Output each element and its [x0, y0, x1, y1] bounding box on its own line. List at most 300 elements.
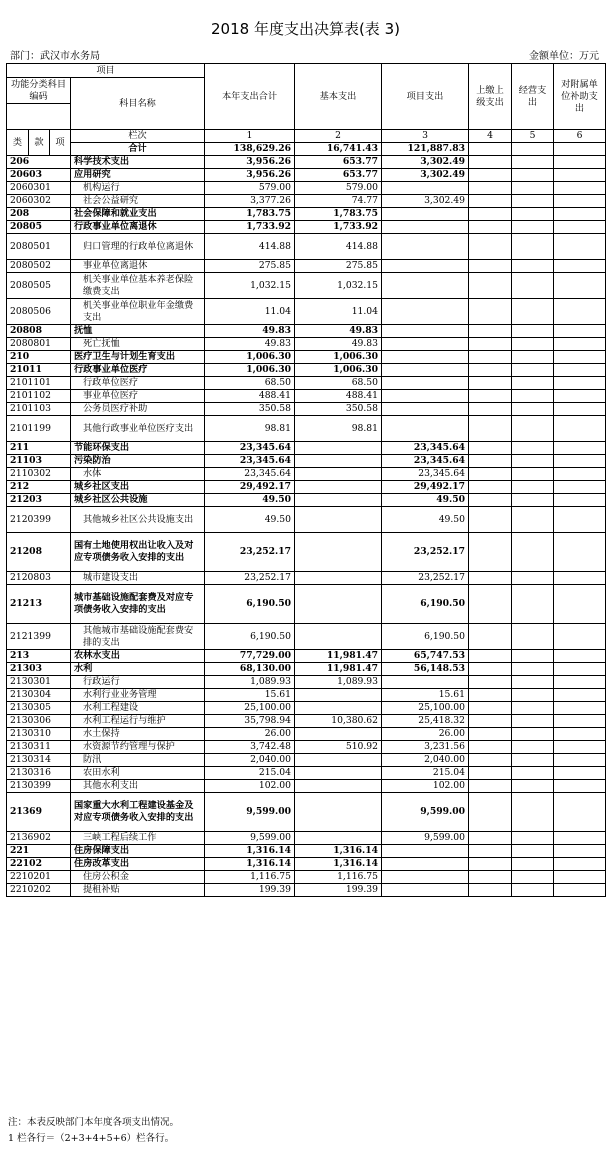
row-c6	[554, 715, 606, 728]
table-row	[7, 689, 606, 702]
row-code: 2060301	[7, 182, 71, 195]
row-c5	[512, 221, 554, 234]
row-name: 住房公积金	[71, 871, 205, 884]
row-name: 城市建设支出	[71, 572, 205, 585]
row-name: 国家重大水利工程建设基金及对应专项债务收入安排的支出	[71, 793, 205, 832]
row-basic: 1,032.15	[295, 273, 382, 299]
row-name: 住房改革支出	[71, 858, 205, 871]
row-c5	[512, 585, 554, 624]
row-project: 23,345.64	[382, 442, 469, 455]
row-c4	[469, 195, 512, 208]
row-name: 水体	[71, 468, 205, 481]
row-total: 3,956.26	[205, 156, 295, 169]
row-c6	[554, 169, 606, 182]
row-c6	[554, 663, 606, 676]
row-total: 102.00	[205, 780, 295, 793]
row-basic	[295, 702, 382, 715]
row-total: 579.00	[205, 182, 295, 195]
row-name: 科学技术支出	[71, 156, 205, 169]
table-row	[7, 377, 606, 390]
col-num-3: 3	[382, 130, 469, 143]
row-c5	[512, 689, 554, 702]
row-c5	[512, 871, 554, 884]
row-code: 21208	[7, 533, 71, 572]
row-code: 2130311	[7, 741, 71, 754]
row-code: 2130310	[7, 728, 71, 741]
row-total: 414.88	[205, 234, 295, 260]
header-lanci: 栏次	[71, 130, 205, 143]
row-c5	[512, 884, 554, 897]
row-total: 11.04	[205, 299, 295, 325]
row-name: 水资源节约管理与保护	[71, 741, 205, 754]
row-name: 水利行业业务管理	[71, 689, 205, 702]
row-project	[382, 325, 469, 338]
row-project	[382, 182, 469, 195]
row-basic: 1,783.75	[295, 208, 382, 221]
row-code: 21203	[7, 494, 71, 507]
row-code: 2130316	[7, 767, 71, 780]
row-name: 行政事业单位离退休	[71, 221, 205, 234]
row-total: 199.39	[205, 884, 295, 897]
row-c6	[554, 884, 606, 897]
row-code: 2130314	[7, 754, 71, 767]
row-c5	[512, 169, 554, 182]
table-row	[7, 208, 606, 221]
row-basic: 74.77	[295, 195, 382, 208]
row-total: 2,040.00	[205, 754, 295, 767]
row-c5	[512, 442, 554, 455]
row-name: 三峡工程后续工作	[71, 832, 205, 845]
row-basic: 1,006.30	[295, 351, 382, 364]
row-name: 城乡社区支出	[71, 481, 205, 494]
row-project: 25,100.00	[382, 702, 469, 715]
row-project	[382, 845, 469, 858]
table-row	[7, 572, 606, 585]
row-basic	[295, 468, 382, 481]
row-c4	[469, 416, 512, 442]
row-total: 26.00	[205, 728, 295, 741]
row-basic	[295, 507, 382, 533]
row-code: 20805	[7, 221, 71, 234]
row-project	[382, 273, 469, 299]
header-lei: 类	[7, 130, 29, 156]
row-total: 3,377.26	[205, 195, 295, 208]
row-c5	[512, 416, 554, 442]
row-name: 农田水利	[71, 767, 205, 780]
row-project	[382, 364, 469, 377]
row-name: 机关事业单位基本养老保险缴费支出	[71, 273, 205, 299]
table-row	[7, 481, 606, 494]
row-c4	[469, 494, 512, 507]
col-num-5: 5	[512, 130, 554, 143]
row-project: 29,492.17	[382, 481, 469, 494]
row-basic	[295, 689, 382, 702]
table-row	[7, 364, 606, 377]
table-row	[7, 728, 606, 741]
row-total: 275.85	[205, 260, 295, 273]
table-row	[7, 650, 606, 663]
row-basic: 10,380.62	[295, 715, 382, 728]
row-c4	[469, 403, 512, 416]
header-col2: 基本支出	[295, 64, 382, 130]
row-project	[382, 858, 469, 871]
table-row	[7, 741, 606, 754]
row-total: 1,006.30	[205, 364, 295, 377]
row-basic: 11.04	[295, 299, 382, 325]
row-name: 行政单位医疗	[71, 377, 205, 390]
expenditure-table	[6, 63, 606, 897]
row-c5	[512, 754, 554, 767]
row-code: 2210202	[7, 884, 71, 897]
row-project	[382, 221, 469, 234]
row-name: 死亡抚恤	[71, 338, 205, 351]
row-total: 68,130.00	[205, 663, 295, 676]
row-c6	[554, 364, 606, 377]
row-c6	[554, 858, 606, 871]
header-item: 项目	[7, 64, 205, 78]
row-c5	[512, 715, 554, 728]
total-c6	[554, 143, 606, 156]
row-c4	[469, 377, 512, 390]
row-project	[382, 884, 469, 897]
table-row	[7, 663, 606, 676]
row-name: 行政运行	[71, 676, 205, 689]
row-c5	[512, 858, 554, 871]
row-project	[382, 377, 469, 390]
row-c5	[512, 455, 554, 468]
row-c4	[469, 624, 512, 650]
row-c4	[469, 663, 512, 676]
table-row	[7, 624, 606, 650]
row-total: 1,006.30	[205, 351, 295, 364]
table-row	[7, 676, 606, 689]
total-label: 合计	[71, 143, 205, 156]
row-c5	[512, 377, 554, 390]
row-name: 其他城市基础设施配套费安排的支出	[71, 624, 205, 650]
row-c4	[469, 325, 512, 338]
row-c6	[554, 468, 606, 481]
row-c4	[469, 754, 512, 767]
row-basic: 1,733.92	[295, 221, 382, 234]
row-c5	[512, 533, 554, 572]
row-c4	[469, 767, 512, 780]
row-project: 23,252.17	[382, 572, 469, 585]
table-row	[7, 390, 606, 403]
table-row	[7, 832, 606, 845]
row-project	[382, 260, 469, 273]
row-project: 102.00	[382, 780, 469, 793]
row-c4	[469, 585, 512, 624]
row-c5	[512, 364, 554, 377]
row-name: 其他城乡社区公共设施支出	[71, 507, 205, 533]
row-project: 23,345.64	[382, 455, 469, 468]
row-project	[382, 351, 469, 364]
row-code: 2121399	[7, 624, 71, 650]
row-c4	[469, 507, 512, 533]
row-name: 机关事业单位职业年金缴费支出	[71, 299, 205, 325]
row-name: 归口管理的行政单位离退休	[71, 234, 205, 260]
department-label: 部门：武汉市水务局	[10, 51, 100, 62]
table-row	[7, 845, 606, 858]
row-c4	[469, 481, 512, 494]
table-row	[7, 767, 606, 780]
header-code-label: 功能分类科目编码	[7, 78, 71, 104]
row-code: 212	[7, 481, 71, 494]
row-name: 抚恤	[71, 325, 205, 338]
col-num-6: 6	[554, 130, 606, 143]
row-c5	[512, 780, 554, 793]
row-total: 98.81	[205, 416, 295, 442]
table-row	[7, 195, 606, 208]
row-code: 2110302	[7, 468, 71, 481]
row-total: 6,190.50	[205, 585, 295, 624]
row-basic	[295, 494, 382, 507]
row-total: 68.50	[205, 377, 295, 390]
row-total: 1,733.92	[205, 221, 295, 234]
row-name: 污染防治	[71, 455, 205, 468]
row-project: 26.00	[382, 728, 469, 741]
row-code: 2101102	[7, 390, 71, 403]
row-c4	[469, 182, 512, 195]
row-code: 21011	[7, 364, 71, 377]
row-name: 社会保障和就业支出	[71, 208, 205, 221]
row-c6	[554, 260, 606, 273]
row-c4	[469, 728, 512, 741]
row-c5	[512, 260, 554, 273]
row-total: 9,599.00	[205, 793, 295, 832]
row-c4	[469, 884, 512, 897]
row-name: 水利工程建设	[71, 702, 205, 715]
row-project: 9,599.00	[382, 793, 469, 832]
table-row	[7, 715, 606, 728]
row-total: 23,252.17	[205, 533, 295, 572]
row-total: 1,316.14	[205, 858, 295, 871]
table-row	[7, 221, 606, 234]
row-name: 住房保障支出	[71, 845, 205, 858]
row-c5	[512, 468, 554, 481]
row-code: 206	[7, 156, 71, 169]
row-name: 水土保持	[71, 728, 205, 741]
row-c6	[554, 650, 606, 663]
row-code: 213	[7, 650, 71, 663]
row-code: 2080505	[7, 273, 71, 299]
row-basic: 579.00	[295, 182, 382, 195]
row-c4	[469, 715, 512, 728]
row-c4	[469, 780, 512, 793]
row-c6	[554, 234, 606, 260]
table-row	[7, 403, 606, 416]
row-c5	[512, 793, 554, 832]
row-basic	[295, 455, 382, 468]
row-c6	[554, 403, 606, 416]
row-c4	[469, 221, 512, 234]
row-code: 2210201	[7, 871, 71, 884]
row-c5	[512, 195, 554, 208]
row-name: 机构运行	[71, 182, 205, 195]
header-col3: 项目支出	[382, 64, 469, 130]
note-2: 1 栏各行＝（2+3+4+5+6）栏各行。	[8, 1133, 175, 1144]
row-basic: 68.50	[295, 377, 382, 390]
row-c4	[469, 858, 512, 871]
row-c5	[512, 572, 554, 585]
col-num-2: 2	[295, 130, 382, 143]
row-name: 医疗卫生与计划生育支出	[71, 351, 205, 364]
table-row	[7, 871, 606, 884]
row-code: 2130305	[7, 702, 71, 715]
header-name-label: 科目名称	[71, 78, 205, 130]
row-c6	[554, 494, 606, 507]
row-c6	[554, 507, 606, 533]
row-c5	[512, 182, 554, 195]
row-project: 23,252.17	[382, 533, 469, 572]
row-c6	[554, 325, 606, 338]
row-c6	[554, 702, 606, 715]
row-c4	[469, 832, 512, 845]
row-c6	[554, 338, 606, 351]
row-code: 2130306	[7, 715, 71, 728]
row-c4	[469, 351, 512, 364]
table-row	[7, 234, 606, 260]
row-basic: 199.39	[295, 884, 382, 897]
table-row	[7, 884, 606, 897]
row-name: 城乡社区公共设施	[71, 494, 205, 507]
row-code: 21213	[7, 585, 71, 624]
row-total: 488.41	[205, 390, 295, 403]
row-c6	[554, 221, 606, 234]
row-c4	[469, 169, 512, 182]
row-project: 3,302.49	[382, 156, 469, 169]
table-row	[7, 494, 606, 507]
row-c6	[554, 767, 606, 780]
row-name: 水利	[71, 663, 205, 676]
row-basic	[295, 767, 382, 780]
row-basic: 1,316.14	[295, 845, 382, 858]
row-basic: 1,116.75	[295, 871, 382, 884]
row-code: 2120399	[7, 507, 71, 533]
row-c4	[469, 702, 512, 715]
row-code: 20603	[7, 169, 71, 182]
row-project: 65,747.53	[382, 650, 469, 663]
row-basic	[295, 533, 382, 572]
row-c5	[512, 845, 554, 858]
row-total: 23,345.64	[205, 455, 295, 468]
row-name: 其他水利支出	[71, 780, 205, 793]
col-num-4: 4	[469, 130, 512, 143]
row-c6	[554, 481, 606, 494]
row-project	[382, 390, 469, 403]
row-project: 49.50	[382, 507, 469, 533]
row-basic	[295, 793, 382, 832]
row-project	[382, 403, 469, 416]
row-name: 事业单位医疗	[71, 390, 205, 403]
total-c2: 16,741.43	[295, 143, 382, 156]
row-total: 29,492.17	[205, 481, 295, 494]
row-basic	[295, 481, 382, 494]
row-c5	[512, 624, 554, 650]
row-code: 2101199	[7, 416, 71, 442]
unit-label: 金额单位：万元	[529, 51, 599, 62]
row-c5	[512, 338, 554, 351]
row-c5	[512, 832, 554, 845]
row-code: 2080502	[7, 260, 71, 273]
row-project: 6,190.50	[382, 585, 469, 624]
row-c5	[512, 702, 554, 715]
row-c4	[469, 338, 512, 351]
row-project	[382, 676, 469, 689]
row-project	[382, 208, 469, 221]
row-c4	[469, 468, 512, 481]
table-row	[7, 351, 606, 364]
row-basic	[295, 780, 382, 793]
row-code: 2130399	[7, 780, 71, 793]
row-total: 77,729.00	[205, 650, 295, 663]
row-name: 城市基础设施配套费及对应专项债务收入安排的支出	[71, 585, 205, 624]
row-name: 应用研究	[71, 169, 205, 182]
row-total: 350.58	[205, 403, 295, 416]
row-code: 2060302	[7, 195, 71, 208]
row-basic: 653.77	[295, 156, 382, 169]
row-basic: 414.88	[295, 234, 382, 260]
row-code: 2080501	[7, 234, 71, 260]
row-project: 3,302.49	[382, 169, 469, 182]
table-row	[7, 754, 606, 767]
row-c6	[554, 741, 606, 754]
row-c4	[469, 741, 512, 754]
table-row	[7, 455, 606, 468]
row-c6	[554, 728, 606, 741]
row-basic: 488.41	[295, 390, 382, 403]
row-total: 49.83	[205, 325, 295, 338]
table-row	[7, 468, 606, 481]
row-code: 210	[7, 351, 71, 364]
row-c4	[469, 442, 512, 455]
row-total: 1,783.75	[205, 208, 295, 221]
row-total: 49.50	[205, 494, 295, 507]
row-total: 25,100.00	[205, 702, 295, 715]
row-c4	[469, 793, 512, 832]
col-num-1: 1	[205, 130, 295, 143]
row-total: 215.04	[205, 767, 295, 780]
row-c4	[469, 533, 512, 572]
header-kuan: 款	[29, 130, 50, 156]
row-name: 社会公益研究	[71, 195, 205, 208]
header-code-blank	[7, 104, 71, 130]
row-name: 提租补贴	[71, 884, 205, 897]
row-c6	[554, 351, 606, 364]
table-row	[7, 585, 606, 624]
row-total: 6,190.50	[205, 624, 295, 650]
row-basic: 11,981.47	[295, 650, 382, 663]
row-c5	[512, 507, 554, 533]
header-col5: 经营支出	[512, 64, 554, 130]
row-c6	[554, 754, 606, 767]
row-code: 208	[7, 208, 71, 221]
row-basic	[295, 585, 382, 624]
table-row	[7, 338, 606, 351]
table-row	[7, 260, 606, 273]
row-total: 23,345.64	[205, 442, 295, 455]
row-name: 行政事业单位医疗	[71, 364, 205, 377]
row-basic: 98.81	[295, 416, 382, 442]
row-c6	[554, 871, 606, 884]
row-total: 23,345.64	[205, 468, 295, 481]
table-row	[7, 702, 606, 715]
row-c4	[469, 234, 512, 260]
row-project: 49.50	[382, 494, 469, 507]
row-code: 21369	[7, 793, 71, 832]
row-name: 其他行政事业单位医疗支出	[71, 416, 205, 442]
row-name: 防汛	[71, 754, 205, 767]
